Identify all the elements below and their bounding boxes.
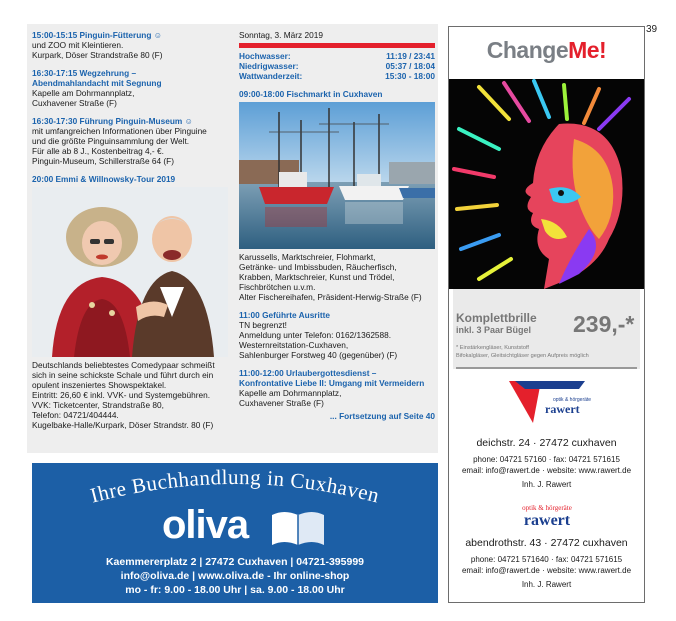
shop-address: deichstr. 24 · 27472 cuxhaven [476,437,617,449]
rawert-tagline: optik & hörgeräte [553,397,592,403]
offer-price: 239,-* [573,311,635,337]
shop-owner: Inh. J. Rawert [521,480,572,489]
event-text: mit umfangreichen Informationen über Pinguine [32,126,207,136]
rawert-small-wordmark: rawert [523,512,571,529]
event-title: 16:30-17:15 Wegzehrung – [32,68,137,78]
tide-label: Hochwasser: [239,51,291,61]
event-text: Kapelle am Dohrmannplatz, [239,388,342,398]
market-text: Getränke- und Imbissbuden, Räucherfisch, [239,262,397,272]
market-text: Krabben, Marktschreier, Kunst und Trödel, [239,272,395,282]
rawert-small-tagline: optik & hörgeräte [522,504,572,512]
neon-face-image [449,79,644,289]
event-title: Abendmahlandacht mit Segnung [32,78,162,88]
changeme-title [449,37,644,64]
bookstore-headline: Ihre Buchhandlung in Cuxhaven [87,464,383,508]
tide-label: Niedrigwasser: [239,61,299,71]
events-column-1 [32,30,228,430]
event-text: Pinguin-Museum, Schillerstraße 64 (F) [32,156,175,166]
event-ausritte [239,310,435,360]
comedy-duo-image [32,187,228,357]
bookstore-address: Kaemmererplatz 2 | 27472 Cuxhaven | 04721-395999 [105,556,365,568]
bookstore-ad [32,463,438,603]
changeme-title-accent: Me! [568,37,607,63]
shop-phone: phone: 04721 57160 · fax: 04721 571615 [473,455,620,464]
optician-ad [448,26,645,603]
date-divider [239,43,435,48]
event-gottesdienst [239,368,435,408]
event-text: Cuxhavener Straße (F) [239,398,324,408]
shop-owner: Inh. J. Rawert [521,580,572,589]
tide-value: 15:30 - 18:00 [385,71,435,81]
offer-footnote: Bifokalgläser, Gleitsichtgläser gegen Aufpreis möglich [456,353,589,359]
changeme-title-part: Change [486,37,569,63]
offer-footnote: * Einstärkengläser, Kunststoff [456,345,529,351]
tide-row [239,61,435,71]
comedy-text: sich in seine schickste Schale und führt durch ein [32,370,214,380]
shop-email[interactable]: email: info@rawert.de · website: www.rawert.de [461,565,632,575]
events-column-2 [239,30,435,421]
event-title: 09:00-18:00 Fischmarkt in Cuxhaven [239,89,383,99]
shop-address: abendrothstr. 43 · 27472 cuxhaven [465,537,628,549]
comedy-text: Deutschlands beliebtestes Comedypaar schmeißt [32,360,215,370]
offer-divider [456,367,637,369]
market-text: Karussells, Marktschreier, Flohmarkt, [239,252,376,262]
event-title: Konfrontative Liebe II: Umgang mit Vermeidern [239,378,425,388]
event-text: und die größte Pinguinsammlung der Welt. [32,136,190,146]
shop-1 [449,437,644,491]
oliva-logo: oliva [162,503,249,547]
fishing-harbor-image [239,102,435,249]
open-book-icon [270,507,326,547]
event-title: 11:00-12:00 Urlaubergottesdienst – [239,368,377,378]
rawert-logo-small [505,502,589,530]
market-text: Fischbrötchen u.v.m. [239,282,316,292]
bookstore-hours: mo - fr: 9.00 - 18.00 Uhr | sa. 9.00 - 18.00 Uhr [125,584,345,596]
comedy-photo [32,187,228,357]
event-text: Kurpark, Döser Strandstraße 80 (F) [32,50,163,60]
event-text: TN begrenzt! [239,320,287,330]
tide-row [239,71,435,81]
shop-2 [449,537,644,591]
event-title: 16:30-17:30 Führung Pinguin-Museum ☺ [32,116,194,126]
event-emmi-willnowsky [32,174,228,184]
date-heading: Sonntag, 3. März 2019 [239,30,323,40]
comedy-text: Kugelbake-Halle/Kurpark, Döser Strandstr. 80 (F) [32,420,214,430]
shop-phone: phone: 04721 571640 · fax: 04721 571615 [470,555,623,564]
rawert-logo [507,379,592,431]
comedy-text: Eintritt: 26,60 € inkl. VVK- und Systemgebühren. [32,390,211,400]
market-text: Alter Fischereihafen, Präsident-Herwig-Straße (F) [239,292,422,302]
event-text: und ZOO mit Kleintieren. [32,40,124,50]
shop-email[interactable]: email: info@rawert.de · website: www.rawert.de [461,465,632,475]
event-title: 15:00-15:15 Pinguin-Fütterung ☺ [32,30,163,40]
tide-value: 11:19 / 23:41 [386,51,435,61]
offer-box [453,289,640,369]
offer-subtitle: inkl. 3 Paar Bügel [456,325,532,335]
tide-table [239,51,435,81]
event-text: Westernreitstation-Cuxhaven, [239,340,349,350]
event-title: 20:00 Emmi & Willnowsky-Tour 2019 [32,174,176,184]
comedy-text: Telefon: 04721/404444. [32,410,119,420]
rawert-wordmark: rawert [545,402,580,416]
offer-name: Komplettbrille [456,311,537,325]
event-text: Cuxhavener Straße (F) [32,98,117,108]
bookstore-contact[interactable]: info@oliva.de | www.oliva.de - Ihr online-shop [120,570,350,582]
market-description [239,252,435,302]
continued-link[interactable]: ... Fortsetzung auf Seite 40 [329,411,435,421]
harbor-photo [239,102,435,249]
neon-face-photo [449,79,644,289]
tide-label: Wattwanderzeit: [239,71,303,81]
tide-row [239,51,435,61]
event-text: Anmeldung unter Telefon: 0162/1362588. [239,330,392,340]
comedy-text: VVK: Ticketcenter, Strandstraße 80, [32,400,164,410]
svg-text:Ihre Buchhandlung in Cuxhaven [88,465,382,508]
event-title: 11:00 Geführte Ausritte [239,310,330,320]
event-text: Kapelle am Dohrmannplatz, [32,88,135,98]
tide-value: 05:37 / 18:04 [385,61,435,71]
event-pinguin-museum [32,116,228,166]
event-pinguin-fuetterung [32,30,228,60]
page-number: 39 [646,24,658,35]
event-wegzehrung [32,68,228,108]
event-text: Für alle ab 8 J., Kostenbeitrag 4,- €. [32,146,164,156]
comedy-description [32,360,228,430]
comedy-text: opulent inszeniertes Showspektakel. [32,380,167,390]
event-text: Sahlenburger Forstweg 40 (gegenüber) (F) [239,350,398,360]
